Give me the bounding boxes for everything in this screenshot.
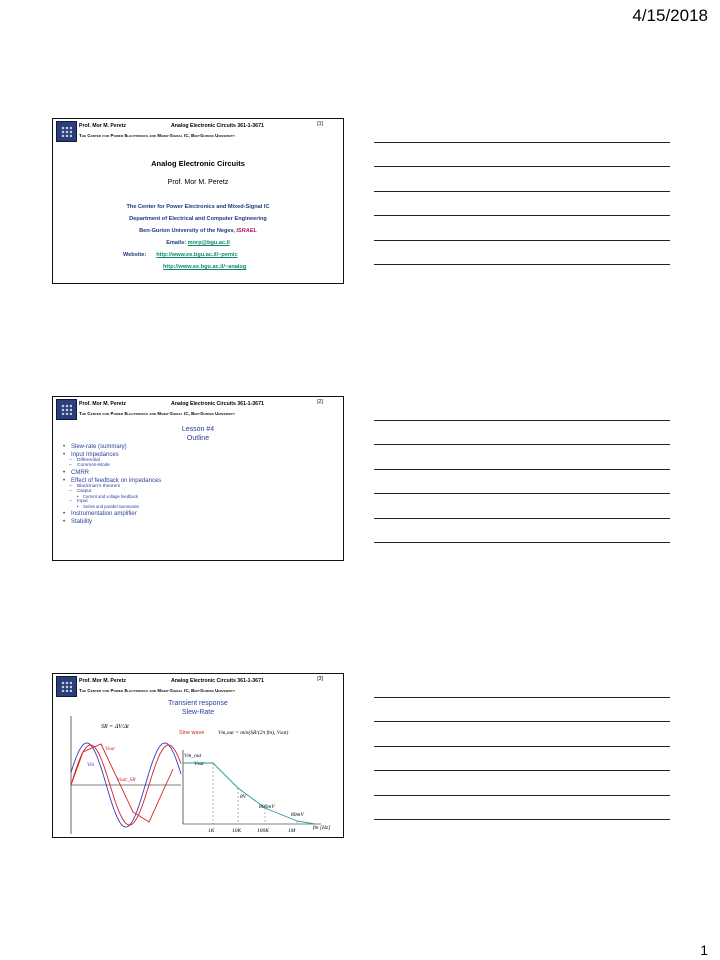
note-line <box>374 240 670 241</box>
slide-number: [1] <box>317 121 323 127</box>
note-line <box>374 746 670 747</box>
tick-1m: 1M <box>288 828 296 834</box>
header-course: Analog Electronic Circuits 361-1-3671 <box>171 123 264 129</box>
website-label: Website: <box>123 252 147 258</box>
outline-item: – Common-Mode <box>63 463 333 468</box>
note-line <box>374 518 670 519</box>
email-link[interactable]: morp@bgu.ac.il <box>187 240 230 246</box>
note-line <box>374 166 670 167</box>
sr-formula: SR = ΔV/Δt <box>101 724 129 730</box>
notes-lines-3 <box>374 697 670 843</box>
note-line <box>374 795 670 796</box>
slide-title-line-1: Lesson #4 <box>181 426 215 433</box>
label-8v: 8V <box>240 794 247 800</box>
slide-title: Analog Electronic Circuits <box>151 159 245 168</box>
note-line <box>374 420 670 421</box>
outline-item: • Series and parallel summation <box>63 504 333 509</box>
note-line <box>374 444 670 445</box>
slide-header <box>53 119 343 143</box>
slide-title-line-2: Outline <box>186 435 210 442</box>
affiliation-line-1: The Center for Power Electronics and Mixed-Signal IC <box>126 204 270 210</box>
website-link-analog[interactable]: http://www.ee.bgu.ac.il/~analog <box>163 264 247 270</box>
label-80mv: 80mV <box>291 812 304 818</box>
outline-item: • Instrumentation amplifier <box>63 511 333 517</box>
outline-item: – Differential <box>63 458 333 463</box>
outline-item: • Slew-rate (summary) <box>63 444 333 450</box>
university-name: Ben-Gurion University of the Negev, <box>139 228 235 234</box>
slew-rate-figure <box>53 674 343 837</box>
slide-3 <box>52 673 344 838</box>
header-center: The Center for Power Electronics and Mixed-Signal IC, Ben-Gurion University <box>79 133 236 138</box>
outline-item: • Effect of feedback on impedances <box>63 478 333 484</box>
tick-1k: 1K <box>208 828 215 834</box>
affiliation-line-3 <box>53 228 343 234</box>
slide-author: Prof. Mor M. Peretz <box>167 179 229 186</box>
note-line <box>374 142 670 143</box>
outline-item: – Output <box>63 489 333 494</box>
note-line <box>374 191 670 192</box>
tick-100k: 100K <box>257 828 269 834</box>
header-author: Prof. Mor M. Peretz <box>79 678 126 684</box>
vout-label: Vout <box>105 746 115 752</box>
emails-label: Emails: <box>166 240 187 246</box>
country: ISRAEL <box>236 228 257 234</box>
vout-sr-waveform <box>71 744 173 822</box>
email-line <box>53 240 343 246</box>
header-course: Analog Electronic Circuits 361-1-3671 <box>171 401 264 407</box>
vsat-label: Vsat <box>194 761 204 767</box>
header-center: The Center for Power Electronics and Mixed-Signal IC, Ben-Gurion University <box>79 688 236 693</box>
outline-list <box>63 442 333 525</box>
slide-number: [2] <box>317 399 323 405</box>
header-author: Prof. Mor M. Peretz <box>79 401 126 407</box>
header-course: Analog Electronic Circuits 361-1-3671 <box>171 678 264 684</box>
slide-2 <box>52 396 344 561</box>
slide-title <box>53 425 343 443</box>
sine-wave-label: Sine wave <box>179 730 205 736</box>
note-line <box>374 469 670 470</box>
outline-item: – Input <box>63 499 333 504</box>
slide-title-line-1: Transient response <box>168 700 228 707</box>
label-800mv: 800mV <box>259 804 275 810</box>
vm-out-axis-label: Vm_out <box>184 753 202 759</box>
note-line <box>374 493 670 494</box>
fm-axis-label: fm [Hz] <box>313 825 331 831</box>
slide-header <box>53 397 343 421</box>
note-line <box>374 721 670 722</box>
slide-title-line-2: Slew-Rate <box>181 709 215 716</box>
header-center: The Center for Power Electronics and Mixed-Signal IC, Ben-Gurion University <box>79 411 236 416</box>
affiliation-line-2: Department of Electrical and Computer Engineering <box>129 216 267 222</box>
outline-item: • CMRR <box>63 470 333 476</box>
page-date: 4/15/2018 <box>632 6 708 25</box>
vm-out-formula: Vm,out = min(SR/(2π fm), Vsat) <box>218 730 289 736</box>
note-line <box>374 542 670 543</box>
university-logo-icon <box>56 121 77 142</box>
university-logo-icon <box>56 399 77 420</box>
slide-1 <box>52 118 344 284</box>
header-author: Prof. Mor M. Peretz <box>79 123 126 129</box>
note-line <box>374 697 670 698</box>
note-line <box>374 215 670 216</box>
website-line <box>123 252 238 258</box>
notes-lines-1 <box>374 142 670 288</box>
outline-item: – Blackman's theorem <box>63 484 333 489</box>
vin-label: Vin <box>87 762 95 768</box>
vout-sr-label: Vout_SR <box>117 777 136 783</box>
note-line <box>374 770 670 771</box>
tick-10k: 10K <box>232 828 242 834</box>
website-link-pemic[interactable]: http://www.ee.bgu.ac.il/~pemic <box>156 252 238 258</box>
page-number: 1 <box>700 942 708 958</box>
outline-item: • Current and voltage feedback <box>63 494 333 499</box>
note-line <box>374 819 670 820</box>
outline-item: • Stability <box>63 519 333 525</box>
notes-lines-2 <box>374 420 670 566</box>
outline-item: • Input Impedances <box>63 452 333 458</box>
note-line <box>374 264 670 265</box>
slide-number: [3] <box>317 676 323 682</box>
